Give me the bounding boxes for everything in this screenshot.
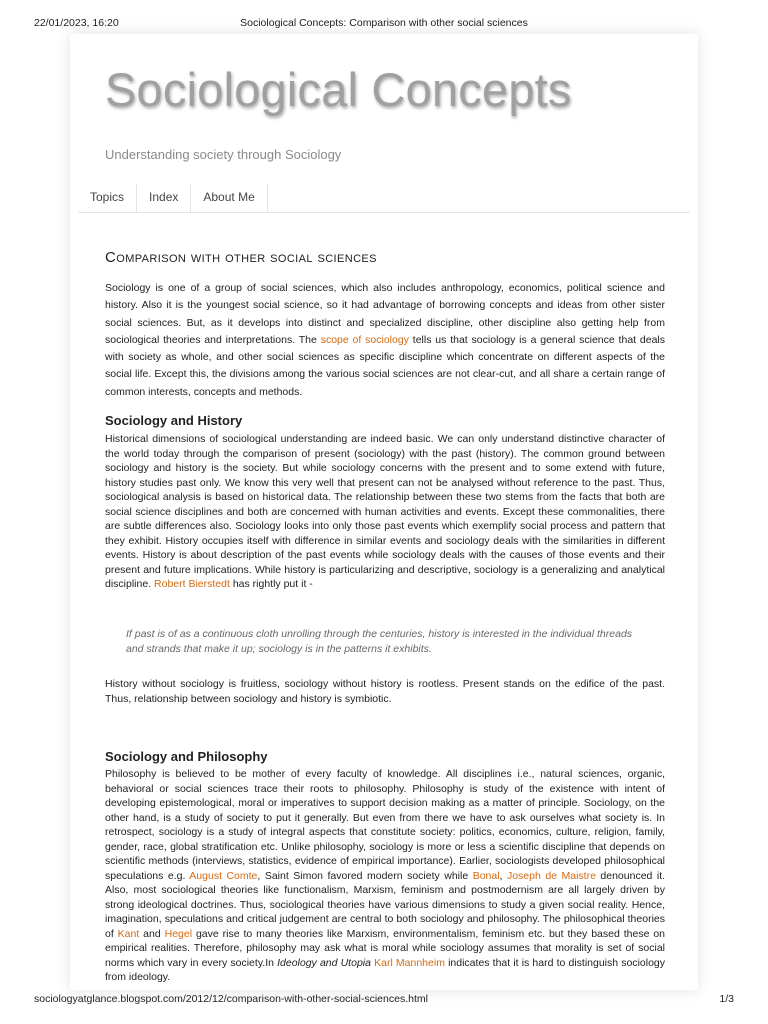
book-title-ideology-and-utopia: Ideology and Utopia bbox=[277, 956, 371, 969]
history-conclusion-paragraph: History without sociology is fruitless, sociology without history is rootless. Present stands on the edifice of the past. Thus, relationship between sociology and history is symbiotic. bbox=[105, 678, 665, 705]
history-paragraph: Historical dimensions of sociological understanding are indeed basic. We can only understand distinctive character of the world today through the comparison of present (sociology) with the past (history). The common ground between sociology and history is the society. But while sociology concerns with the present and to some extend with future, history studies past only. We know this very well that present can not be analysed without reference to the past. Thus, sociological analysis is based on historical data. The relationship between these two stems from the facts that both are social science disciplines and both are concerned with human activities and events. Except these commonalities, there are subtle differences also. Sociology looks into only those past events which exemplify social process and pattern that they exhibit. History occupies itself with difference in similar events and sociology deals with the similarities in different events. History is about description of the past events while sociology deals with the causes of those events and their present and future implications. While history is particularizing and descriptive, sociology is a generalizing and analytical discipline. Robert Bierstedt has rightly put it - bbox=[105, 433, 665, 590]
post-title: Comparison with other social sciences bbox=[105, 249, 377, 266]
print-datetime: 22/01/2023, 16:20 bbox=[34, 17, 119, 29]
blog-title[interactable]: Sociological Concepts bbox=[105, 63, 572, 116]
link-kant[interactable]: Kant bbox=[117, 927, 140, 940]
intro-paragraph: Sociology is one of a group of social sciences, which also includes anthropology, economics, political science and history. Also it is the youngest social science, so it had advantage of borrowing concepts and ideas from other sister social sciences. But, as it develops into distinct and specialized discipline, other discipline also getting help from sociological theories and interpretations. The scope of sociology tells us that sociology is a general science that deals with society as whole, and other social sciences as specific discipline which concentrate on different aspects of the social life. Except this, the divisions among the various social sciences are not clear-cut, and all share a certain range of common interests, concepts and methods. bbox=[105, 282, 666, 398]
link-bonal[interactable]: Bonal bbox=[472, 869, 500, 882]
tab-topics[interactable]: Topics bbox=[78, 184, 137, 212]
print-footer bbox=[34, 993, 734, 1007]
heading-sociology-and-history: Sociology and History bbox=[105, 413, 243, 428]
link-joseph-de-maistre[interactable]: Joseph de Maistre bbox=[506, 869, 596, 882]
link-scope-of-sociology[interactable]: scope of sociology bbox=[320, 333, 409, 346]
print-page-title: Sociological Concepts: Comparison with other social sciences bbox=[240, 17, 528, 29]
print-url: sociologyatglance.blogspot.com/2012/12/comparison-with-other-social-sciences.html bbox=[34, 993, 428, 1005]
philosophy-paragraph: Philosophy is believed to be mother of every faculty of knowledge. All disciplines i.e., natural sciences, organic, behavioral or social sciences trace their roots to philosophy. Philosophy is study of the existence with intent of developing epistemological, moral or imperatives to support decision making as a matter of principle. Sociology, on the other hand, is a study of society to put it generally. But even from there we have to ask ourselves what society is. In retrospect, sociology is a study of integral aspects that constitute society: politics, economics, culture, religion, family, gender, race, global stratification etc. Unlike philosophy, sociology is more or less a scientific discipline that depends on scientific methods (interviews, statistics, evidence of empirical importance). Earlier, sociologists developed philosophical speculations e.g. August Comte, Saint Simon favored modern society while Bonal, Joseph de Maistre denounced it. Also, most sociological theories like functionalism, Marxism, feminism and postmodernism are all largely driven by strong ideological doctrines. Thus, sociological theories have various dimensions to study a given social reality. Hence, imagination, speculations and critical judgement are central to both sociology and philosophy. The philosophical theories of Kant and Hegel gave rise to many theories like Marxism, environmentalism, feminism etc. but they based these on empirical realities. Therefore, philosophy may ask what is moral while sociology assumes that morality is set of social norms which vary in every society.In Ideology and Utopia Karl Mannheim indicates that it is hard to distinguish sociology from ideology. bbox=[105, 768, 666, 983]
link-karl-mannheim[interactable]: Karl Mannheim bbox=[374, 956, 445, 969]
print-header bbox=[34, 17, 734, 31]
tab-about-me[interactable]: About Me bbox=[191, 184, 267, 212]
tab-index[interactable]: Index bbox=[137, 184, 191, 212]
heading-sociology-and-philosophy: Sociology and Philosophy bbox=[105, 749, 268, 764]
link-august-comte[interactable]: August Comte bbox=[189, 869, 258, 882]
blog-page bbox=[70, 34, 698, 990]
blockquote: If past is of as a continuous cloth unrolling through the centuries, history is interested in the individual threads and strands that make it up; sociology is in the patterns it exhibits. bbox=[126, 628, 633, 655]
print-page-number: 1/3 bbox=[719, 993, 734, 1005]
link-hegel[interactable]: Hegel bbox=[164, 927, 193, 940]
link-robert-bierstedt[interactable]: Robert Bierstedt bbox=[154, 578, 230, 590]
page-tabs bbox=[78, 184, 690, 213]
blog-description: Understanding society through Sociology bbox=[105, 147, 342, 162]
